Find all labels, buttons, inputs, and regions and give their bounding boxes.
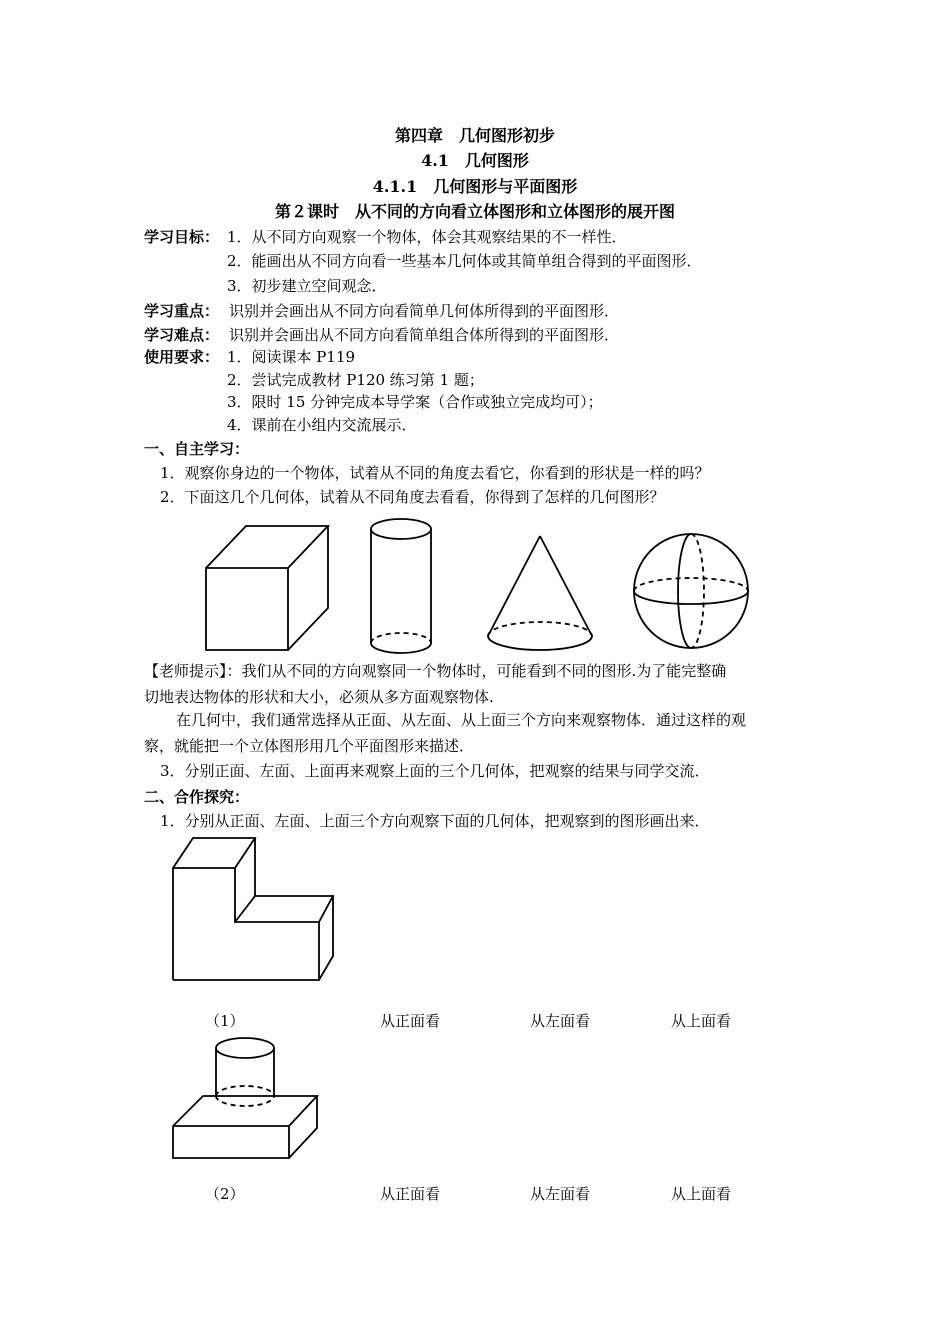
subsection-title: 4.1.1 几何图形与平面图形 <box>372 177 578 196</box>
section-title: 4.1 几何图形 <box>421 151 529 170</box>
objective-item: 1．从不同方向观察一个物体，体会其观察结果的不一样性． <box>227 228 627 246</box>
objectives-label: 学习目标： <box>144 228 220 246</box>
figure-2-label: （2） <box>205 1185 245 1203</box>
chapter-title: 第四章 几何图形初步 <box>394 126 555 145</box>
figure-2-left-view-label: 从左面看 <box>530 1185 591 1203</box>
teacher-hint-line1: 【老师提示】：我们从不同的方向观察同一个物体时，可能看到不同的图形.为了能完整确 <box>144 662 727 680</box>
cylinder-icon <box>365 515 440 665</box>
cylinder-on-block-icon <box>165 1030 325 1165</box>
paragraph-line1: 在几何中，我们通常选择从正面、从左面、从上面三个方向来观察物体．通过这样的观 <box>176 711 747 729</box>
figure-2-top-view-label: 从上面看 <box>671 1185 732 1203</box>
requirement-item: 4．课前在小组内交流展示． <box>227 416 417 434</box>
cooperative-q1: 1．分别从正面、左面、上面三个方向观察下面的几何体，把观察到的图形画出来． <box>160 812 710 830</box>
self-study-q1: 1．观察你身边的一个物体，试着从不同的角度去看它，你看到的形状是一样的吗？ <box>160 464 710 482</box>
cube-icon <box>200 520 330 655</box>
paragraph-line2: 察，就能把一个立体图形用几个平面图形来描述． <box>144 737 475 755</box>
requirement-item: 1．阅读课本 P119 <box>227 348 356 366</box>
figure-1-left-view-label: 从左面看 <box>530 1012 591 1030</box>
figure-1-label: （1） <box>205 1012 245 1030</box>
self-study-q2: 2．下面这几个几何体，试着从不同角度去看看，你得到了怎样的几何图形？ <box>160 488 665 506</box>
requirements-label: 使用要求： <box>144 348 220 366</box>
cooperative-heading: 二、合作探究： <box>144 788 250 806</box>
sphere-icon <box>630 530 755 655</box>
requirement-item: 2．尝试完成教材 P120 练习第 1 题； <box>227 371 484 389</box>
figure-2-front-view-label: 从正面看 <box>380 1185 441 1203</box>
key-point-text: 识别并会画出从不同方向看简单几何体所得到的平面图形． <box>229 302 620 320</box>
teacher-hint-line2: 切地表达物体的形状和大小，必须从多方面观察物体. <box>144 688 494 706</box>
difficulty-text: 识别并会画出从不同方向看简单组合体所得到的平面图形． <box>229 326 620 344</box>
self-study-heading: 一、自主学习： <box>144 440 250 458</box>
requirement-item: 3．限时 15 分钟完成本导学案（合作或独立完成均可）； <box>227 393 603 411</box>
cone-icon <box>480 530 600 655</box>
difficulty-label: 学习难点： <box>144 326 220 344</box>
lesson-title: 第２课时 从不同的方向看立体图形和立体图形的展开图 <box>274 202 675 221</box>
l-shape-solid-icon <box>165 832 340 987</box>
objective-item: 3．初步建立空间观念． <box>227 277 387 295</box>
key-point-label: 学习重点： <box>144 302 220 320</box>
figure-1-front-view-label: 从正面看 <box>380 1012 441 1030</box>
figure-1-top-view-label: 从上面看 <box>671 1012 732 1030</box>
self-study-q3: 3．分别正面、左面、上面再来观察上面的三个几何体，把观察的结果与同学交流． <box>160 762 710 780</box>
objective-item: 2．能画出从不同方向看一些基本几何体或其简单组合得到的平面图形． <box>227 252 702 270</box>
